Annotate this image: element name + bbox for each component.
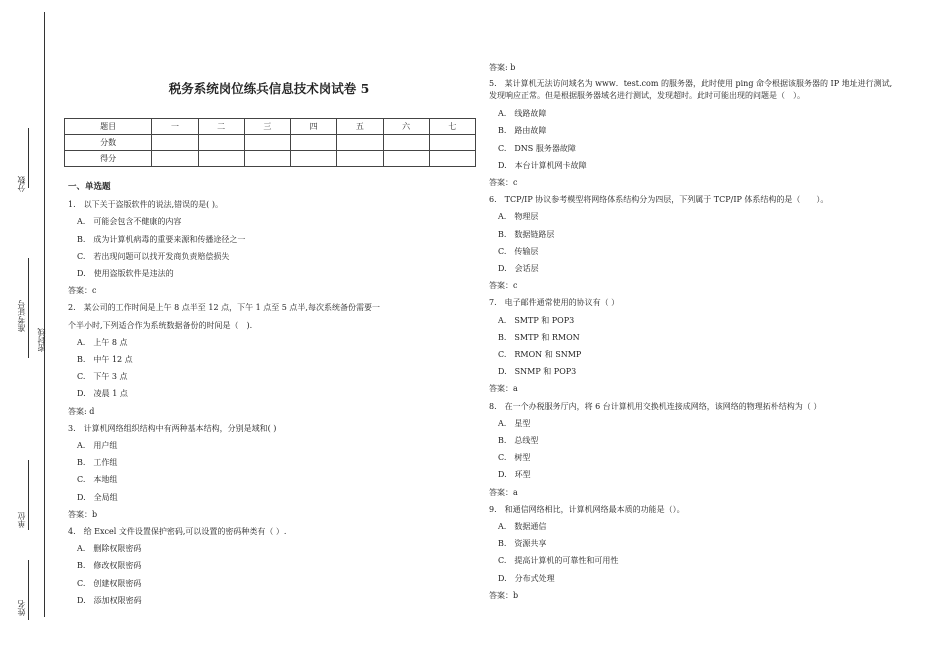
option: C. 本地组	[77, 475, 118, 485]
right-column	[489, 59, 904, 604]
option: C. DNS 服务器故障	[498, 143, 576, 153]
option: D. 环型	[498, 470, 531, 480]
answer: 答案: b	[489, 63, 516, 72]
score-cell[interactable]	[291, 135, 337, 151]
option: A. SMTP 和 POP3	[498, 315, 575, 325]
page-title: 税务系统岗位练兵信息技术岗试卷 5	[168, 81, 370, 96]
option: B. 总线型	[498, 436, 539, 446]
option: C. 提高计算机的可靠性和可用性	[498, 556, 619, 566]
score-table-row	[65, 151, 476, 167]
option: B. 成为计算机病毒的重要来源和传播途径之一	[77, 234, 246, 244]
score-table-header	[65, 119, 476, 135]
option: B. 资源共享	[498, 539, 547, 549]
option: C. 传输层	[498, 246, 539, 256]
option: D. SNMP 和 POP3	[498, 367, 577, 377]
option: C. RMON 和 SNMP	[498, 350, 582, 360]
section-title: 一、单选题	[68, 182, 111, 192]
answer: 答案：c	[68, 286, 97, 296]
score-header-cell: 四	[291, 119, 337, 135]
name-underline	[28, 560, 29, 620]
option: D. 使用盗版软件是违法的	[77, 269, 174, 279]
option: B. 路由故障	[498, 126, 547, 136]
score-table-row	[65, 135, 476, 151]
option: A. 用户组	[77, 441, 118, 451]
option: B. SMTP 和 RMON	[498, 332, 580, 342]
option: D. 本台计算机网卡故障	[498, 160, 587, 170]
option: A. 星型	[498, 418, 531, 428]
score-cell[interactable]	[152, 151, 198, 167]
score-cell[interactable]	[152, 135, 198, 151]
option: D. 分布式处理	[498, 573, 555, 583]
option: A. 上午 8 点	[77, 337, 128, 347]
option: C. 创建权限密码	[77, 578, 142, 588]
question-5-line: 发现响应正常。但是根据服务器域名进行测试，发现超时。此时可能出现的问题是（ ）。	[489, 91, 805, 101]
score-cell[interactable]	[383, 151, 429, 167]
score-cell[interactable]	[383, 135, 429, 151]
option: B. 数据链路层	[498, 229, 555, 239]
score-header-cell: 二	[198, 119, 244, 135]
score-cell[interactable]	[429, 151, 475, 167]
question-8: 8. 在一个办税服务厅内，将 6 台计算机用交换机连接成网络，该网络的物理拓朴结构为（ ）	[489, 401, 822, 411]
score-header-cell: 三	[244, 119, 290, 135]
option: C. 若出现问题可以找开发商负责赔偿损失	[77, 251, 230, 261]
answer: 答案：a	[489, 384, 518, 394]
score-cell[interactable]	[337, 151, 383, 167]
score-header-cell: 五	[337, 119, 383, 135]
question-9: 9. 和通信网络相比，计算机网络最本质的功能是（）。	[489, 504, 685, 514]
option: A. 物理层	[498, 212, 539, 222]
score-cell[interactable]	[337, 135, 383, 151]
answer: 答案：b	[489, 590, 519, 600]
option: D. 添加权限密码	[77, 595, 142, 605]
binding-line	[44, 12, 45, 617]
question-7: 7. 电子邮件通常使用的协议有（ ）	[489, 298, 620, 308]
score-cell[interactable]	[198, 135, 244, 151]
left-column	[68, 179, 468, 609]
option: B. 工作组	[77, 458, 118, 468]
id-underline	[28, 258, 29, 358]
score-cell[interactable]	[429, 135, 475, 151]
score-header-cell: 一	[152, 119, 198, 135]
option: A. 删除权限密码	[77, 544, 142, 554]
score-cell[interactable]	[291, 151, 337, 167]
answer: 答案: d	[68, 406, 95, 416]
question-2-cont: 个半小时,下列适合作为系统数据备份的时间是（ ).	[68, 320, 253, 330]
option: D. 全局组	[77, 492, 118, 502]
answer: 答案：c	[489, 178, 518, 188]
option: D. 凌晨 1 点	[77, 389, 128, 399]
question-5	[489, 76, 904, 105]
option: C. 树型	[498, 453, 531, 463]
answer: 答案：b	[68, 509, 98, 519]
question-1: 1. 以下关于盗版软件的说法,错误的是( )。	[68, 200, 223, 210]
score-side-label: 分数	[17, 176, 26, 192]
score-cell[interactable]	[244, 135, 290, 151]
name-side-label: 姓名	[17, 600, 26, 616]
question-6: 6. TCP/IP 协议参考模型将网络体系结构分为四层，下列属于 TCP/IP 体系结构的是（ ）。	[489, 195, 829, 205]
score-row-label: 分数	[65, 135, 152, 151]
option: A. 数据通信	[498, 522, 547, 532]
option: B. 修改权限密码	[77, 561, 142, 571]
score-row-label: 得分	[65, 151, 152, 167]
option: A. 线路故障	[498, 109, 547, 119]
unit-side-label: 单位	[17, 512, 26, 528]
score-cell[interactable]	[244, 151, 290, 167]
score-header-cell: 六	[383, 119, 429, 135]
question-4: 4. 给 Excel 文件设置保护密码,可以设置的密码种类有（ ）.	[68, 527, 287, 537]
option: D. 会话层	[498, 264, 539, 274]
option: C. 下午 3 点	[77, 372, 128, 382]
score-underline	[28, 128, 29, 188]
question-5-line: 5. 某计算机无法访问域名为 www．test.com 的服务器，此时使用 ping 命令根据该服务器的 IP 地址进行测试,	[489, 79, 893, 89]
id-side-label: 准考证号	[17, 300, 26, 332]
score-header-cell: 题目	[65, 119, 152, 135]
option: B. 中午 12 点	[77, 355, 133, 365]
answer: 答案：c	[489, 281, 518, 291]
score-header-cell: 七	[429, 119, 475, 135]
score-table	[64, 118, 476, 167]
answer: 答案：a	[489, 487, 518, 497]
seal-line-label: 密封线	[37, 328, 46, 352]
unit-underline	[28, 460, 29, 530]
score-cell[interactable]	[198, 151, 244, 167]
question-3: 3. 计算机网络组织结构中有两种基本结构，分别是域和( )	[68, 423, 277, 433]
option: A. 可能会包含不健康的内容	[77, 217, 182, 227]
question-2: 2. 某公司的工作时间是上午 8 点半至 12 点，下午 1 点至 5 点半,每次系统备份需要一	[68, 303, 380, 313]
